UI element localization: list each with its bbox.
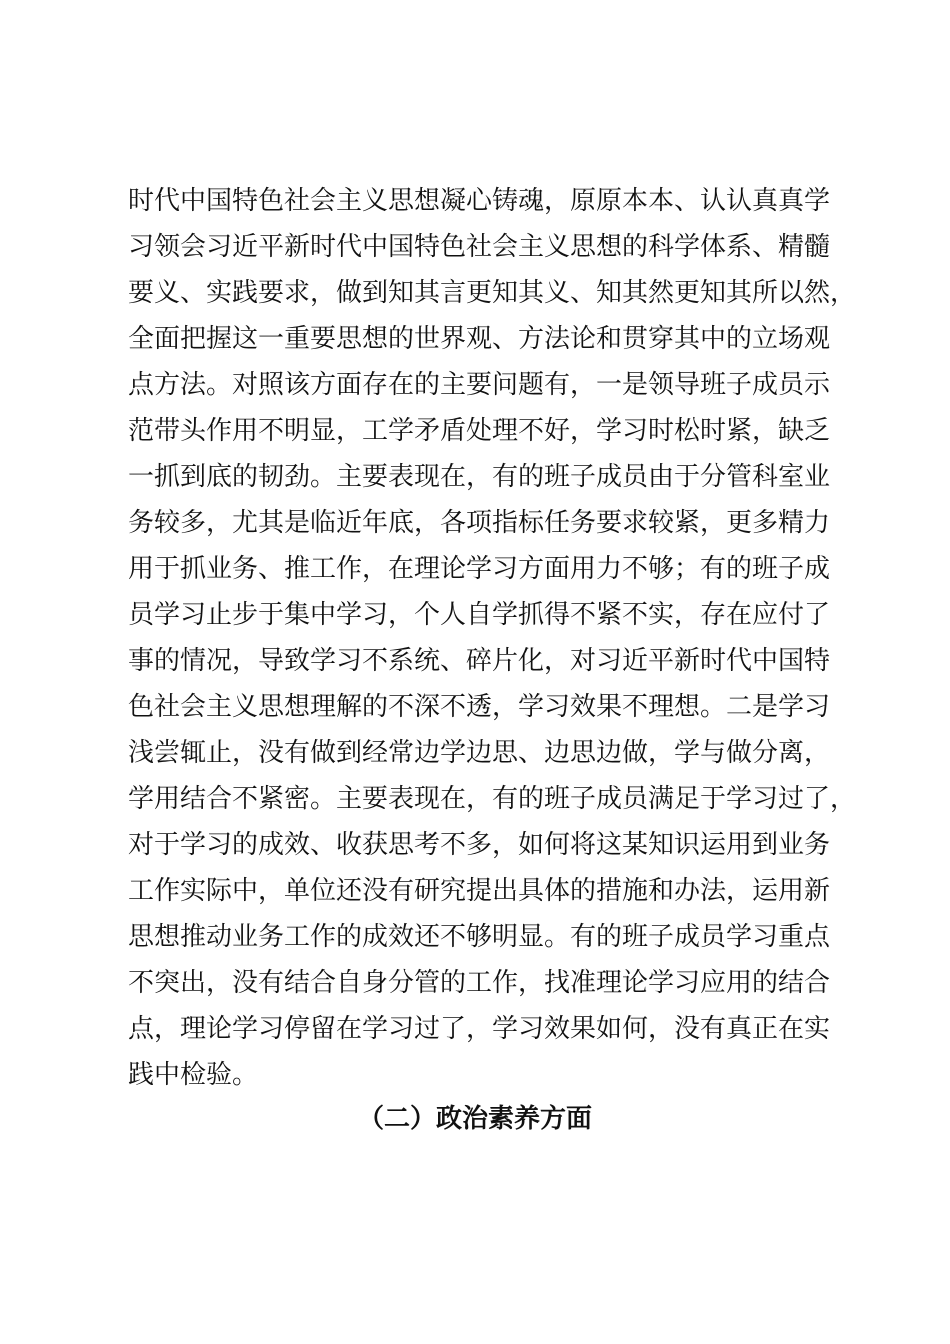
text-line: 时代中国特色社会主义思想凝心铸魂，原原本本、认认真真学 — [128, 186, 831, 216]
text-line: 务较多，尤其是临近年底，各项指标任务要求较紧，更多精力 — [128, 508, 831, 538]
text-line: 色社会主义思想理解的不深不透，学习效果不理想。二是学习 — [128, 692, 831, 722]
text-line: 事的情况，导致学习不系统、碎片化，对习近平新时代中国特 — [128, 646, 831, 676]
text-line: 思想推动业务工作的成效还不够明显。有的班子成员学习重点 — [128, 922, 831, 952]
text-line: 全面把握这一重要思想的世界观、方法论和贯穿其中的立场观 — [128, 324, 831, 354]
text-line: 习领会习近平新时代中国特色社会主义思想的科学体系、精髓 — [128, 232, 831, 262]
text-line: 一抓到底的韧劲。主要表现在，有的班子成员由于分管科室业 — [128, 462, 831, 492]
text-line: 点方法。对照该方面存在的主要问题有，一是领导班子成员示 — [128, 370, 831, 400]
text-line: 工作实际中，单位还没有研究提出具体的措施和办法，运用新 — [128, 876, 831, 906]
body-paragraph — [128, 178, 857, 1098]
text-line: 浅尝辄止，没有做到经常边学边思、边思边做，学与做分离， — [128, 738, 831, 768]
text-line: 要义、实践要求，做到知其言更知其义、知其然更知其所以然， — [128, 278, 857, 308]
section-heading: （二）政治素养方面 — [357, 1104, 592, 1134]
text-line: 点，理论学习停留在学习过了，学习效果如何，没有真正在实 — [128, 1014, 831, 1044]
text-line: 员学习止步于集中学习，个人自学抓得不紧不实，存在应付了 — [128, 600, 831, 630]
text-line: 不突出，没有结合自身分管的工作，找准理论学习应用的结合 — [128, 968, 831, 998]
text-line: 对于学习的成效、收获思考不多，如何将这某知识运用到业务 — [128, 830, 831, 860]
text-line: 用于抓业务、推工作，在理论学习方面用力不够；有的班子成 — [128, 554, 831, 584]
text-line: 学用结合不紧密。主要表现在，有的班子成员满足于学习过了， — [128, 784, 857, 814]
text-line: 践中检验。 — [128, 1060, 259, 1090]
text-line: 范带头作用不明显，工学矛盾处理不好，学习时松时紧，缺乏 — [128, 416, 831, 446]
